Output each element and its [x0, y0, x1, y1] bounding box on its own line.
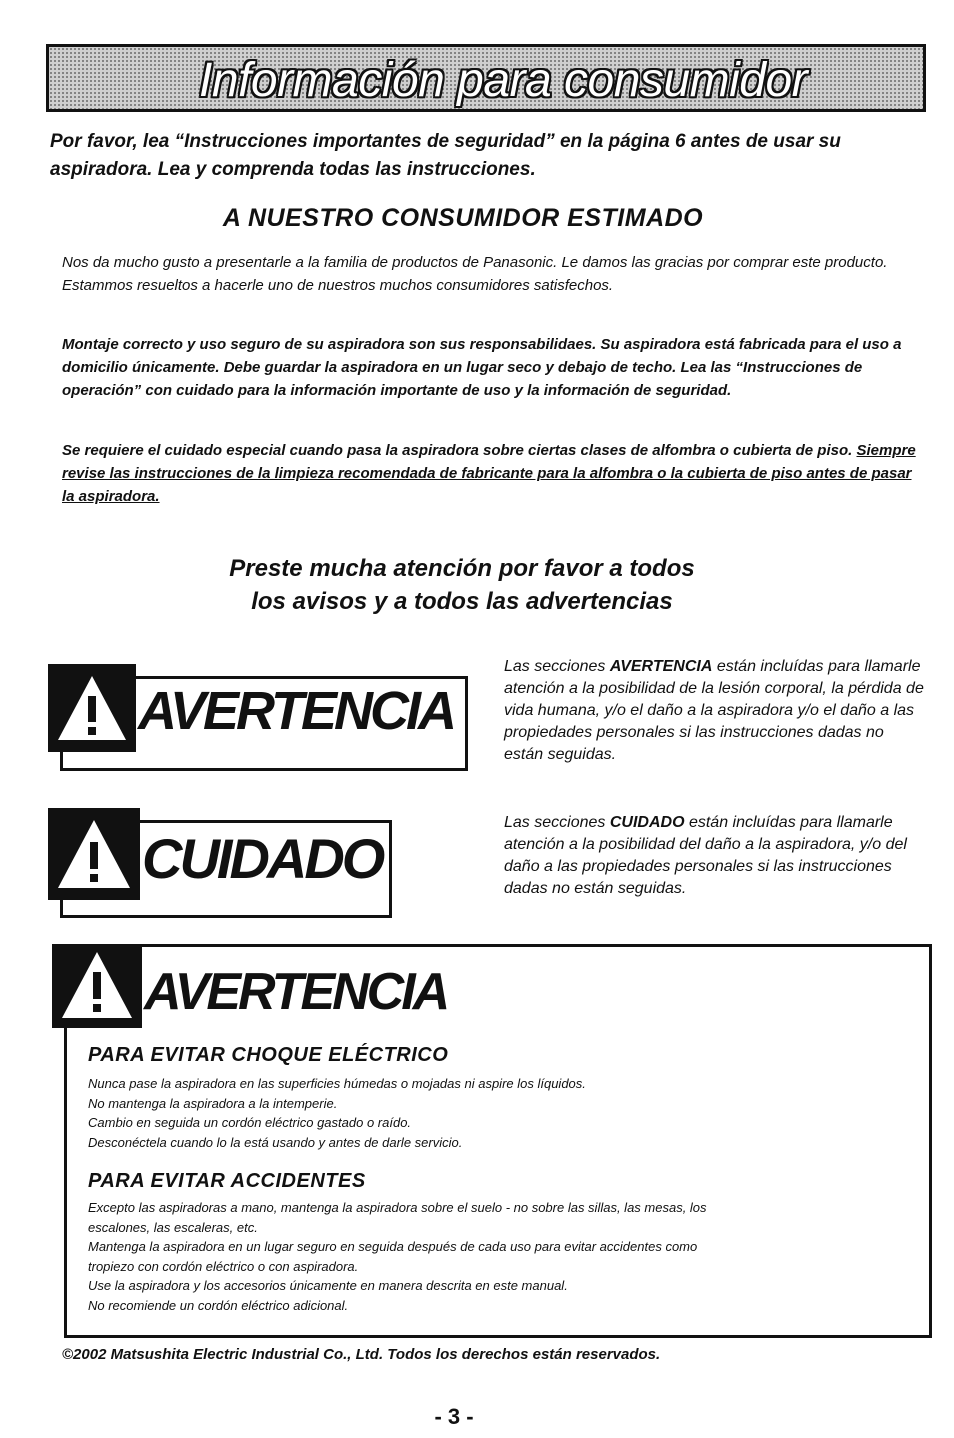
shock-heading: PARA EVITAR CHOQUE ELÉCTRICO: [88, 1044, 449, 1066]
shock-line: No mantenga la aspiradora a la intemperie.: [88, 1095, 338, 1111]
attention-heading-line1: Preste mucha atención por favor a todos: [229, 555, 695, 582]
accidents-heading: PARA EVITAR ACCIDENTES: [88, 1170, 366, 1192]
page-title: Información para consumidor: [199, 54, 808, 107]
caution-desc-rest: están incluídas para llamarle atención a la posibilidad del daño a la aspiradora, y/o del daño a las propiedades personales si las instrucciones dadas no están seguidas.: [504, 814, 907, 897]
paragraph-welcome: Nos da mucho gusto a presentarle a la familia de productos de Panasonic. Le damos las gracias por comprar este producto. Estammos resueltos a hacerle uno de nuestros muchos consumidores satisfechos.: [62, 254, 888, 294]
copyright-notice: ©2002 Matsushita Electric Industrial Co., Ltd. Todos los derechos están reservados.: [62, 1346, 661, 1363]
accidents-list: [88, 1198, 918, 1315]
warning-box-title: AVERTENCIA: [144, 963, 448, 1021]
caution-label-word: CUIDADO: [142, 827, 383, 890]
warning-label-black: [48, 664, 136, 752]
caution-desc-prefix: Las secciones: [504, 814, 610, 831]
accidents-line: Use la aspiradora y los accesorios únicamente en manera descrita en este manual.: [88, 1278, 568, 1293]
caution-description: [504, 812, 924, 900]
accidents-line: No recomiende un cordón eléctrico adicional.: [88, 1297, 349, 1313]
warning-desc-prefix: Las secciones: [504, 658, 610, 675]
warning-desc-keyword: AVERTENCIA: [609, 658, 713, 675]
shock-line: Desconéctela cuando lo la está usando y antes de darle servicio.: [88, 1134, 463, 1150]
shock-list: [88, 1074, 918, 1152]
shock-line: Nunca pase la aspiradora en las superficies húmedas o mojadas ni aspire los líquidos.: [88, 1076, 586, 1091]
paragraph-carpet: [62, 439, 918, 508]
caution-triangle-icon: [48, 808, 140, 900]
accidents-line: tropiezo con cordón eléctrico o con aspiradora.: [88, 1258, 359, 1274]
warning-label-word: AVERTENCIA: [138, 681, 455, 741]
warning-box-black: [52, 944, 142, 1028]
attention-heading: [0, 552, 954, 618]
paragraph-responsibility: Montaje correcto y uso seguro de su aspiradora son sus responsabilidaes. Su aspiradora está fabricada para el uso a domicilio únicamente. Debe guardar la aspiradora en un lugar seco y debajo de techo. Lea las “Instrucciones de operación” con cuidado para la información importante de uso y la información de seguridad.: [62, 336, 902, 399]
paragraph-carpet-underlined: Siempre revise las instrucciones de la limpieza recomendada de fabricante para la alfombra o la cubierta de piso antes de pasar la aspiradora.: [62, 442, 916, 505]
attention-heading-line2: los avisos y a todos las advertencias: [251, 588, 673, 615]
accidents-line: Excepto las aspiradoras a mano, mantenga la aspiradora sobre el suelo - no sobre las sillas, las mesas, los: [88, 1200, 707, 1215]
caution-desc-keyword: CUIDADO: [609, 814, 685, 831]
warning-triangle-icon: [48, 664, 136, 752]
title-banner: [46, 44, 926, 112]
accidents-line: Mantenga la aspiradora en un lugar seguro en seguida después de cada uso para evitar accidentes como: [88, 1239, 698, 1254]
section-heading: A NUESTRO CONSUMIDOR ESTIMADO: [222, 204, 704, 232]
shock-line: Cambio en seguida un cordón eléctrico gastado o raído.: [88, 1115, 412, 1130]
page-number: - 3 -: [434, 1404, 474, 1429]
accidents-line: escalones, las escaleras, etc.: [88, 1219, 258, 1235]
warning-description: [504, 656, 924, 766]
intro-text: Por favor, lea “Instrucciones importantes de seguridad” en la página 6 antes de usar su aspiradora. Lea y comprenda todas las instrucciones.: [50, 131, 841, 180]
warning-box-triangle-icon: [52, 944, 142, 1028]
warning-desc-rest: están incluídas para llamarle atención a la posibilidad de la lesión corporal, la pérdida de vida humana, y/o el daño a la aspiradora y/o el daño a las propiedades personales si las instrucciones dadas no están seguidas.: [504, 658, 924, 763]
caution-label-black: [48, 808, 140, 900]
paragraph-carpet-text: Se requiere el cuidado especial cuando pasa la aspiradora sobre ciertas clases de alfombra o cubierta de piso.: [62, 442, 857, 459]
